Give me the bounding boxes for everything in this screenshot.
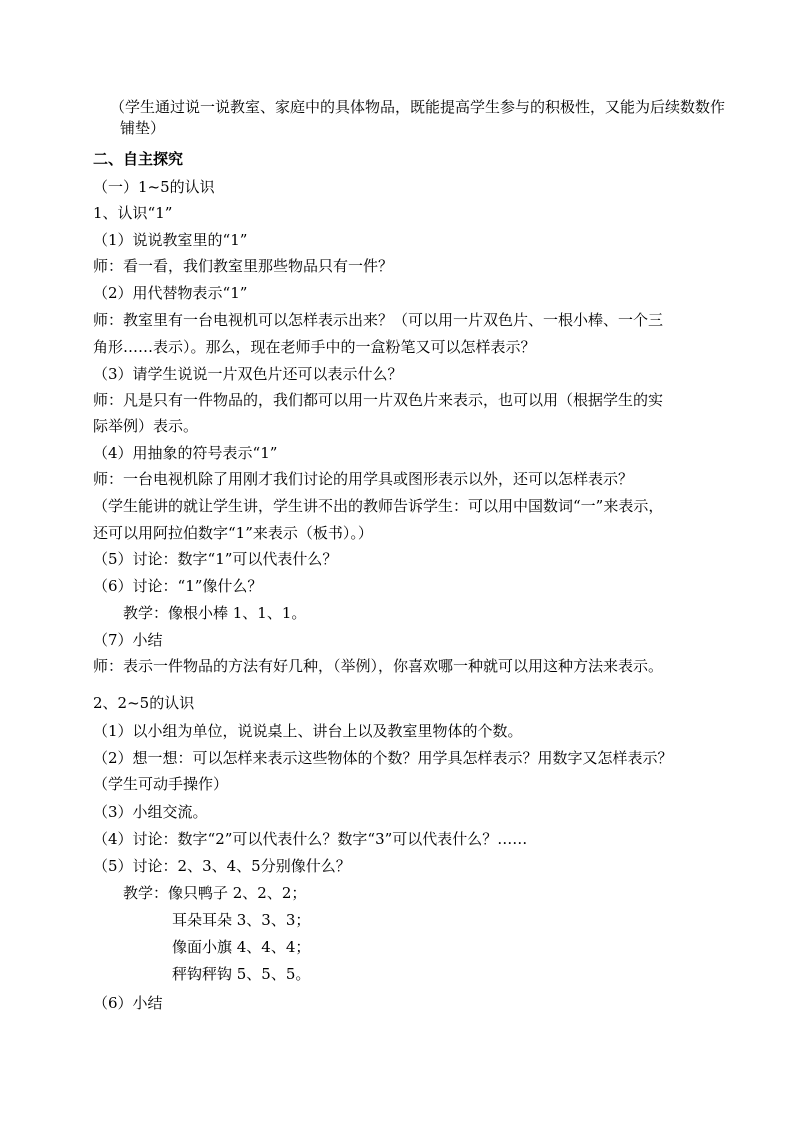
step-line: （3）小组交流。 bbox=[93, 803, 208, 821]
step-line: （5）讨论：数字“1”可以代表什么？ bbox=[93, 550, 338, 568]
step-line: （4）用抽象的符号表示“1” bbox=[93, 444, 278, 462]
note-line: （学生可动手操作） bbox=[93, 775, 229, 793]
paragraph-line: （学生通过说一说教室、家庭中的具体物品，既能提高学生参与的积极性，又能为后续数数作 bbox=[110, 98, 726, 116]
step-line: （7）小结 bbox=[93, 631, 163, 649]
teacher-line: 师：教室里有一台电视机可以怎样表示出来？（可以用一片双色片、一根小棒、一个三 bbox=[93, 311, 664, 329]
teacher-line: 师：一台电视机除了用刚才我们讨论的用学具或图形表示以外，还可以怎样表示？ bbox=[93, 470, 634, 488]
subsection-heading: （一）1~5的认识 bbox=[93, 178, 215, 196]
step-line: （6）讨论：“1”像什么？ bbox=[93, 577, 263, 595]
teaching-line: 耳朵耳朵 3、3、3； bbox=[172, 911, 311, 929]
teacher-line: 际举例）表示。 bbox=[93, 417, 199, 435]
step-line: （1）说说教室里的“1” bbox=[93, 231, 248, 249]
item-heading: 2、2~5的认识 bbox=[93, 694, 195, 712]
teaching-line: 秤钩秤钩 5、5、5。 bbox=[172, 965, 311, 983]
teaching-line: 像面小旗 4、4、4； bbox=[172, 938, 311, 956]
teaching-line: 教学：像只鸭子 2、2、2； bbox=[123, 884, 307, 902]
step-line: （3）请学生说说一片双色片还可以表示什么？ bbox=[93, 365, 403, 383]
item-heading: 1、认识“1” bbox=[93, 204, 173, 222]
teacher-line: 师：看一看，我们教室里那些物品只有一件？ bbox=[93, 257, 394, 275]
note-line: 还可以用阿拉伯数字“1”来表示（板书）。） bbox=[93, 524, 373, 542]
step-line: （2）想一想：可以怎样来表示这些物体的个数？用学具怎样表示？用数字又怎样表示？ bbox=[93, 749, 673, 767]
paragraph-line: 铺垫） bbox=[120, 119, 166, 137]
step-line: （6）小结 bbox=[93, 994, 163, 1012]
step-line: （1）以小组为单位，说说桌上、讲台上以及教室里物体的个数。 bbox=[93, 722, 523, 740]
step-line: （5）讨论：2、3、4、5分别像什么？ bbox=[93, 857, 351, 875]
note-line: （学生能讲的就让学生讲，学生讲不出的教师告诉学生：可以用中国数词“一”来表示， bbox=[93, 497, 664, 515]
teaching-line: 教学：像根小棒 1、1、1。 bbox=[123, 604, 307, 622]
step-line: （2）用代替物表示“1” bbox=[93, 284, 248, 302]
section-heading: 二、自主探究 bbox=[93, 150, 184, 168]
teacher-line: 师：凡是只有一件物品的，我们都可以用一片双色片来表示，也可以用（根据学生的实 bbox=[93, 391, 664, 409]
teacher-line: 角形……表示）。那么，现在老师手中的一盒粉笔又可以怎样表示？ bbox=[93, 338, 536, 356]
teacher-line: 师：表示一件物品的方法有好几种，（举例），你喜欢哪一种就可以用这种方法来表示。 bbox=[93, 657, 664, 675]
step-line: （4）讨论：数字“2”可以代表什么？数字“3”可以代表什么？…… bbox=[93, 830, 528, 848]
